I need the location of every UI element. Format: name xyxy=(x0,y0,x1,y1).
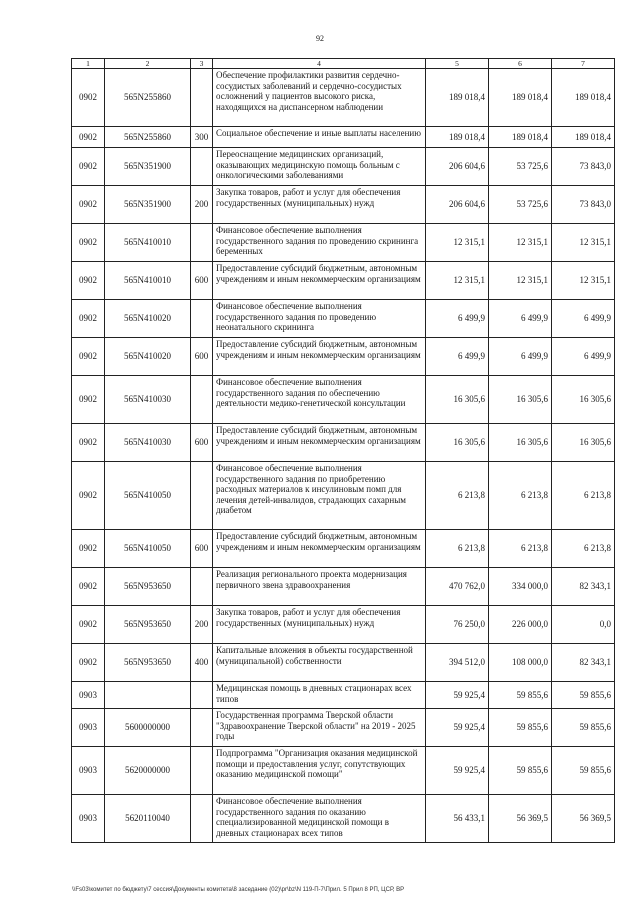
target-article-code: 565N410010 xyxy=(105,262,191,300)
target-article-code: 565N255860 xyxy=(105,127,191,148)
target-article-code: 565N351900 xyxy=(105,186,191,224)
column-number: 5 xyxy=(426,59,489,69)
expense-type-code xyxy=(191,148,213,186)
table-row xyxy=(72,606,615,644)
section-code: 0902 xyxy=(72,530,105,568)
amount-col-7: 82 343,1 xyxy=(552,568,615,606)
item-name: Реализация регионального проекта модернизация первичного звена здравоохранения xyxy=(213,568,426,606)
item-name: Капитальные вложения в объекты государственной (муниципальной) собственности xyxy=(213,644,426,682)
amount-col-6: 53 725,6 xyxy=(489,186,552,224)
expense-type-code xyxy=(191,682,213,709)
table-row xyxy=(72,530,615,568)
item-name: Предоставление субсидий бюджетным, автономным учреждениям и иным некоммерческим организациям xyxy=(213,338,426,376)
amount-col-6: 59 855,6 xyxy=(489,709,552,747)
amount-col-7: 73 843,0 xyxy=(552,148,615,186)
item-name: Финансовое обеспечение выполнения государственного задания по приобретению расходных материалов к инсулиновым помп для лечения детей-инвалидов, страдающих сахарным диабетом xyxy=(213,462,426,530)
item-name: Предоставление субсидий бюджетным, автономным учреждениям и иным некоммерческим организациям xyxy=(213,424,426,462)
section-code: 0902 xyxy=(72,424,105,462)
table-row xyxy=(72,224,615,262)
amount-col-6: 6 213,8 xyxy=(489,530,552,568)
target-article-code: 565N953650 xyxy=(105,606,191,644)
amount-col-5: 189 018,4 xyxy=(426,69,489,127)
amount-col-7: 6 499,9 xyxy=(552,338,615,376)
item-name: Переоснащение медицинских организаций, оказывающих медицинскую помощь больным с онкологическими заболеваниями xyxy=(213,148,426,186)
amount-col-5: 12 315,1 xyxy=(426,262,489,300)
amount-col-7: 189 018,4 xyxy=(552,69,615,127)
table-row xyxy=(72,186,615,224)
amount-col-5: 16 305,6 xyxy=(426,424,489,462)
expense-type-code: 200 xyxy=(191,186,213,224)
table-row xyxy=(72,568,615,606)
amount-col-6: 53 725,6 xyxy=(489,148,552,186)
item-name: Обеспечение профилактики развития сердечно-сосудистых заболеваний и сердечно-сосудистых осложнений у пациентов высокого риска, находящихся на диспансерном наблюдении xyxy=(213,69,426,127)
column-number: 2 xyxy=(105,59,191,69)
expense-type-code xyxy=(191,795,213,843)
section-code: 0902 xyxy=(72,606,105,644)
section-code: 0903 xyxy=(72,682,105,709)
amount-col-6: 6 499,9 xyxy=(489,300,552,338)
expense-type-code xyxy=(191,568,213,606)
section-code: 0902 xyxy=(72,262,105,300)
target-article-code: 565N953650 xyxy=(105,644,191,682)
expense-type-code xyxy=(191,709,213,747)
item-name: Подпрограмма "Организация оказания медицинской помощи и предоставления услуг, сопутствующих оказанию медицинской помощи" xyxy=(213,747,426,795)
target-article-code: 565N410020 xyxy=(105,338,191,376)
target-article-code: 565N410050 xyxy=(105,530,191,568)
table-row xyxy=(72,148,615,186)
expense-type-code: 200 xyxy=(191,606,213,644)
item-name: Предоставление субсидий бюджетным, автономным учреждениям и иным некоммерческим организациям xyxy=(213,530,426,568)
amount-col-7: 59 855,6 xyxy=(552,682,615,709)
section-code: 0902 xyxy=(72,462,105,530)
item-name: Социальное обеспечение и иные выплаты населению xyxy=(213,127,426,148)
amount-col-5: 189 018,4 xyxy=(426,127,489,148)
amount-col-6: 59 855,6 xyxy=(489,682,552,709)
item-name: Финансовое обеспечение выполнения государственного задания по обеспечению деятельности медико-генетической консультации xyxy=(213,376,426,424)
amount-col-5: 12 315,1 xyxy=(426,224,489,262)
target-article-code: 565N410030 xyxy=(105,376,191,424)
amount-col-5: 56 433,1 xyxy=(426,795,489,843)
amount-col-5: 59 925,4 xyxy=(426,747,489,795)
page-number: 92 xyxy=(316,34,324,43)
column-number: 1 xyxy=(72,59,105,69)
amount-col-7: 59 855,6 xyxy=(552,709,615,747)
item-name: Предоставление субсидий бюджетным, автономным учреждениям и иным некоммерческим организациям xyxy=(213,262,426,300)
amount-col-7: 12 315,1 xyxy=(552,224,615,262)
table-row xyxy=(72,338,615,376)
target-article-code: 565N410050 xyxy=(105,462,191,530)
table-row xyxy=(72,424,615,462)
amount-col-6: 6 213,8 xyxy=(489,462,552,530)
amount-col-6: 56 369,5 xyxy=(489,795,552,843)
expense-type-code: 600 xyxy=(191,424,213,462)
item-name: Закупка товаров, работ и услуг для обеспечения государственных (муниципальных) нужд xyxy=(213,606,426,644)
section-code: 0902 xyxy=(72,148,105,186)
table-row xyxy=(72,462,615,530)
target-article-code: 565N410010 xyxy=(105,224,191,262)
amount-col-5: 6 213,8 xyxy=(426,462,489,530)
expense-type-code xyxy=(191,224,213,262)
amount-col-7: 73 843,0 xyxy=(552,186,615,224)
amount-col-6: 16 305,6 xyxy=(489,376,552,424)
expense-type-code: 600 xyxy=(191,530,213,568)
target-article-code: 565N953650 xyxy=(105,568,191,606)
amount-col-5: 59 925,4 xyxy=(426,709,489,747)
amount-col-6: 189 018,4 xyxy=(489,127,552,148)
column-number: 7 xyxy=(552,59,615,69)
table-row xyxy=(72,69,615,127)
amount-col-5: 59 925,4 xyxy=(426,682,489,709)
section-code: 0903 xyxy=(72,709,105,747)
amount-col-5: 394 512,0 xyxy=(426,644,489,682)
target-article-code: 565N410020 xyxy=(105,300,191,338)
amount-col-5: 6 213,8 xyxy=(426,530,489,568)
amount-col-7: 16 305,6 xyxy=(552,424,615,462)
section-code: 0903 xyxy=(72,795,105,843)
target-article-code: 5620000000 xyxy=(105,747,191,795)
amount-col-6: 59 855,6 xyxy=(489,747,552,795)
expense-type-code xyxy=(191,462,213,530)
table-row xyxy=(72,747,615,795)
item-name: Медицинская помощь в дневных стационарах всех типов xyxy=(213,682,426,709)
section-code: 0902 xyxy=(72,300,105,338)
amount-col-7: 6 213,8 xyxy=(552,462,615,530)
table-row xyxy=(72,262,615,300)
amount-col-6: 334 000,0 xyxy=(489,568,552,606)
amount-col-7: 12 315,1 xyxy=(552,262,615,300)
column-number: 4 xyxy=(213,59,426,69)
amount-col-7: 6 213,8 xyxy=(552,530,615,568)
section-code: 0902 xyxy=(72,224,105,262)
table-row xyxy=(72,709,615,747)
target-article-code: 565N255860 xyxy=(105,69,191,127)
amount-col-6: 12 315,1 xyxy=(489,224,552,262)
section-code: 0902 xyxy=(72,338,105,376)
table-row xyxy=(72,795,615,843)
section-code: 0902 xyxy=(72,127,105,148)
amount-col-7: 189 018,4 xyxy=(552,127,615,148)
amount-col-5: 206 604,6 xyxy=(426,148,489,186)
expense-type-code xyxy=(191,747,213,795)
section-code: 0903 xyxy=(72,747,105,795)
item-name: Финансовое обеспечение выполнения государственного задания по проведению неонатального скрининга xyxy=(213,300,426,338)
amount-col-5: 470 762,0 xyxy=(426,568,489,606)
target-article-code xyxy=(105,682,191,709)
column-number-row xyxy=(72,59,615,69)
table-row xyxy=(72,127,615,148)
section-code: 0902 xyxy=(72,186,105,224)
amount-col-7: 0,0 xyxy=(552,606,615,644)
section-code: 0902 xyxy=(72,69,105,127)
amount-col-6: 6 499,9 xyxy=(489,338,552,376)
file-path-footer: \\Fs03\комитет по бюджету\7 сессия\Документы комитета\8 заседание (02)\pr\bz\N 119-П-7\Прил. 5 Прил 8 РП, ЦСР, ВР xyxy=(72,887,405,893)
amount-col-7: 82 343,1 xyxy=(552,644,615,682)
expense-type-code: 600 xyxy=(191,262,213,300)
expense-type-code xyxy=(191,300,213,338)
item-name: Финансовое обеспечение выполнения государственного задания по оказанию специализированной медицинской помощи в дневных стационарах всех типов xyxy=(213,795,426,843)
target-article-code: 565N410030 xyxy=(105,424,191,462)
amount-col-5: 76 250,0 xyxy=(426,606,489,644)
expense-type-code: 400 xyxy=(191,644,213,682)
expense-type-code xyxy=(191,376,213,424)
expense-type-code xyxy=(191,69,213,127)
amount-col-7: 56 369,5 xyxy=(552,795,615,843)
table-row xyxy=(72,682,615,709)
item-name: Закупка товаров, работ и услуг для обеспечения государственных (муниципальных) нужд xyxy=(213,186,426,224)
column-number: 3 xyxy=(191,59,213,69)
amount-col-5: 6 499,9 xyxy=(426,338,489,376)
table-row xyxy=(72,644,615,682)
amount-col-7: 59 855,6 xyxy=(552,747,615,795)
amount-col-6: 226 000,0 xyxy=(489,606,552,644)
expense-type-code: 300 xyxy=(191,127,213,148)
amount-col-7: 16 305,6 xyxy=(552,376,615,424)
item-name: Финансовое обеспечение выполнения государственного задания по проведению скрининга беременных xyxy=(213,224,426,262)
amount-col-5: 16 305,6 xyxy=(426,376,489,424)
target-article-code: 565N351900 xyxy=(105,148,191,186)
table-row xyxy=(72,300,615,338)
target-article-code: 5620110040 xyxy=(105,795,191,843)
amount-col-5: 6 499,9 xyxy=(426,300,489,338)
amount-col-6: 108 000,0 xyxy=(489,644,552,682)
amount-col-5: 206 604,6 xyxy=(426,186,489,224)
target-article-code: 5600000000 xyxy=(105,709,191,747)
section-code: 0902 xyxy=(72,644,105,682)
column-number: 6 xyxy=(489,59,552,69)
section-code: 0902 xyxy=(72,376,105,424)
amount-col-6: 189 018,4 xyxy=(489,69,552,127)
budget-table xyxy=(71,58,615,843)
section-code: 0902 xyxy=(72,568,105,606)
item-name: Государственная программа Тверской области "Здравоохранение Тверской области" на 2019 - 2025 годы xyxy=(213,709,426,747)
amount-col-7: 6 499,9 xyxy=(552,300,615,338)
amount-col-6: 12 315,1 xyxy=(489,262,552,300)
table-row xyxy=(72,376,615,424)
expense-type-code: 600 xyxy=(191,338,213,376)
amount-col-6: 16 305,6 xyxy=(489,424,552,462)
